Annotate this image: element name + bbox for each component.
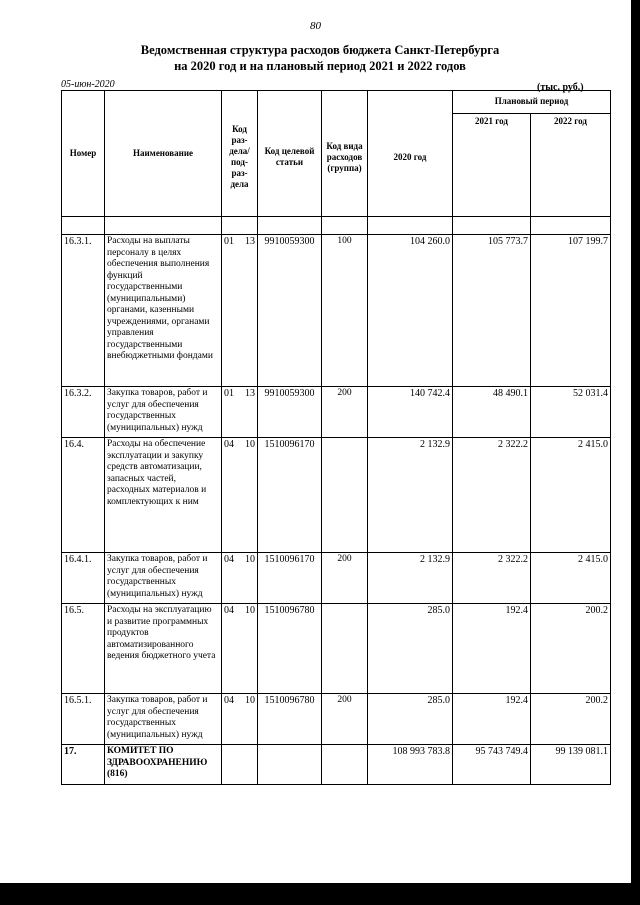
row-expense-type <box>322 604 368 694</box>
table-body <box>62 217 611 785</box>
title-line-1: Ведомственная структура расходов бюджета Санкт-Петербурга <box>140 43 500 57</box>
row-target-code: 1510096780 <box>258 604 322 694</box>
section-code: 01 <box>224 236 234 247</box>
row-expense-type: 200 <box>322 387 368 438</box>
document-date: 05-июн-2020 <box>61 79 115 90</box>
page-number: 80 <box>310 20 321 32</box>
row-number: 16.3.1. <box>62 235 105 387</box>
row-year-2020: 104 260.0 <box>368 235 453 387</box>
document-title <box>0 42 640 74</box>
subsection-code: 13 <box>245 236 255 247</box>
row-year-2021: 105 773.7 <box>453 235 531 387</box>
row-name: Расходы на обеспечение эксплуатации и закупку средств автоматизации, запасных частей, расходных материалов и комплектующих к ним <box>105 438 222 553</box>
row-year-2022: 107 199.7 <box>531 235 611 387</box>
subsection-code: 10 <box>245 695 255 706</box>
row-section-code <box>222 387 258 438</box>
row-year-2020: 285.0 <box>368 694 453 745</box>
row-year-2022: 99 139 081.1 <box>531 745 611 785</box>
table-row <box>62 553 611 604</box>
units-label: (тыс. руб.) <box>537 82 584 93</box>
row-year-2021: 2 322.2 <box>453 553 531 604</box>
header-expense-type: Код вида расходов (группа) <box>322 91 368 217</box>
row-target-code: 1510096780 <box>258 694 322 745</box>
row-section-code <box>222 745 258 785</box>
row-section-code <box>222 553 258 604</box>
row-year-2022: 52 031.4 <box>531 387 611 438</box>
row-expense-type: 200 <box>322 694 368 745</box>
row-name: Расходы на выплаты персоналу в целях обеспечения выполнения функций государственными (муниципальными) органами, казенными учреждениями, органами управления государственными внебюджетными фондами <box>105 235 222 387</box>
subsection-code: 10 <box>245 439 255 450</box>
row-year-2021: 2 322.2 <box>453 438 531 553</box>
row-section-code <box>222 438 258 553</box>
header-number: Номер <box>62 91 105 217</box>
row-number: 16.5.1. <box>62 694 105 745</box>
section-code: 01 <box>224 388 234 399</box>
table-row <box>62 438 611 553</box>
row-name: КОМИТЕТ ПО ЗДРАВООХРАНЕНИЮ (816) <box>105 745 222 785</box>
table-row <box>62 235 611 387</box>
header-year-2021: 2021 год <box>453 113 531 216</box>
header-section: Код раз- дела/ под- раз- дела <box>222 91 258 217</box>
row-year-2020: 2 132.9 <box>368 438 453 553</box>
section-code: 04 <box>224 554 234 565</box>
row-year-2022: 200.2 <box>531 694 611 745</box>
row-year-2020: 140 742.4 <box>368 387 453 438</box>
row-target-code: 1510096170 <box>258 438 322 553</box>
subsection-code: 10 <box>245 554 255 565</box>
header-year-2020: 2020 год <box>368 91 453 217</box>
row-name: Закупка товаров, работ и услуг для обеспечения государственных (муниципальных) нужд <box>105 553 222 604</box>
row-number: 16.5. <box>62 604 105 694</box>
row-name: Закупка товаров, работ и услуг для обеспечения государственных (муниципальных) нужд <box>105 694 222 745</box>
row-number: 16.4. <box>62 438 105 553</box>
row-target-code: 9910059300 <box>258 235 322 387</box>
title-line-2: на 2020 год и на плановый период 2021 и 2022 годов <box>174 59 466 73</box>
table-row <box>62 745 611 785</box>
row-year-2020: 285.0 <box>368 604 453 694</box>
row-name: Закупка товаров, работ и услуг для обеспечения государственных (муниципальных) нужд <box>105 387 222 438</box>
row-expense-type <box>322 438 368 553</box>
row-target-code: 9910059300 <box>258 387 322 438</box>
row-year-2022: 2 415.0 <box>531 438 611 553</box>
header-planned-period: Плановый период <box>453 91 611 114</box>
table-row <box>62 604 611 694</box>
row-number: 16.3.2. <box>62 387 105 438</box>
header-year-2022: 2022 год <box>531 113 611 216</box>
header-target: Код целевой статьи <box>258 91 322 217</box>
header-name: Наименование <box>105 91 222 217</box>
subsection-code: 10 <box>245 605 255 616</box>
row-year-2021: 192.4 <box>453 694 531 745</box>
section-code: 04 <box>224 695 234 706</box>
section-code: 04 <box>224 605 234 616</box>
row-year-2022: 2 415.0 <box>531 553 611 604</box>
row-target-code: 1510096170 <box>258 553 322 604</box>
row-year-2021: 48 490.1 <box>453 387 531 438</box>
row-number: 16.4.1. <box>62 553 105 604</box>
row-section-code <box>222 694 258 745</box>
row-year-2020: 108 993 783.8 <box>368 745 453 785</box>
row-year-2022: 200.2 <box>531 604 611 694</box>
row-target-code <box>258 745 322 785</box>
table-header <box>62 91 611 217</box>
row-expense-type: 100 <box>322 235 368 387</box>
row-section-code <box>222 235 258 387</box>
spacer-row <box>62 217 611 235</box>
table-row <box>62 694 611 745</box>
row-expense-type: 200 <box>322 553 368 604</box>
section-code: 04 <box>224 439 234 450</box>
row-name: Расходы на эксплуатацию и развитие программных продуктов автоматизированного ведения бюджетного учета <box>105 604 222 694</box>
budget-table <box>61 90 611 785</box>
row-section-code <box>222 604 258 694</box>
row-year-2021: 192.4 <box>453 604 531 694</box>
row-number: 17. <box>62 745 105 785</box>
row-expense-type <box>322 745 368 785</box>
row-year-2020: 2 132.9 <box>368 553 453 604</box>
row-year-2021: 95 743 749.4 <box>453 745 531 785</box>
subsection-code: 13 <box>245 388 255 399</box>
table-row <box>62 387 611 438</box>
